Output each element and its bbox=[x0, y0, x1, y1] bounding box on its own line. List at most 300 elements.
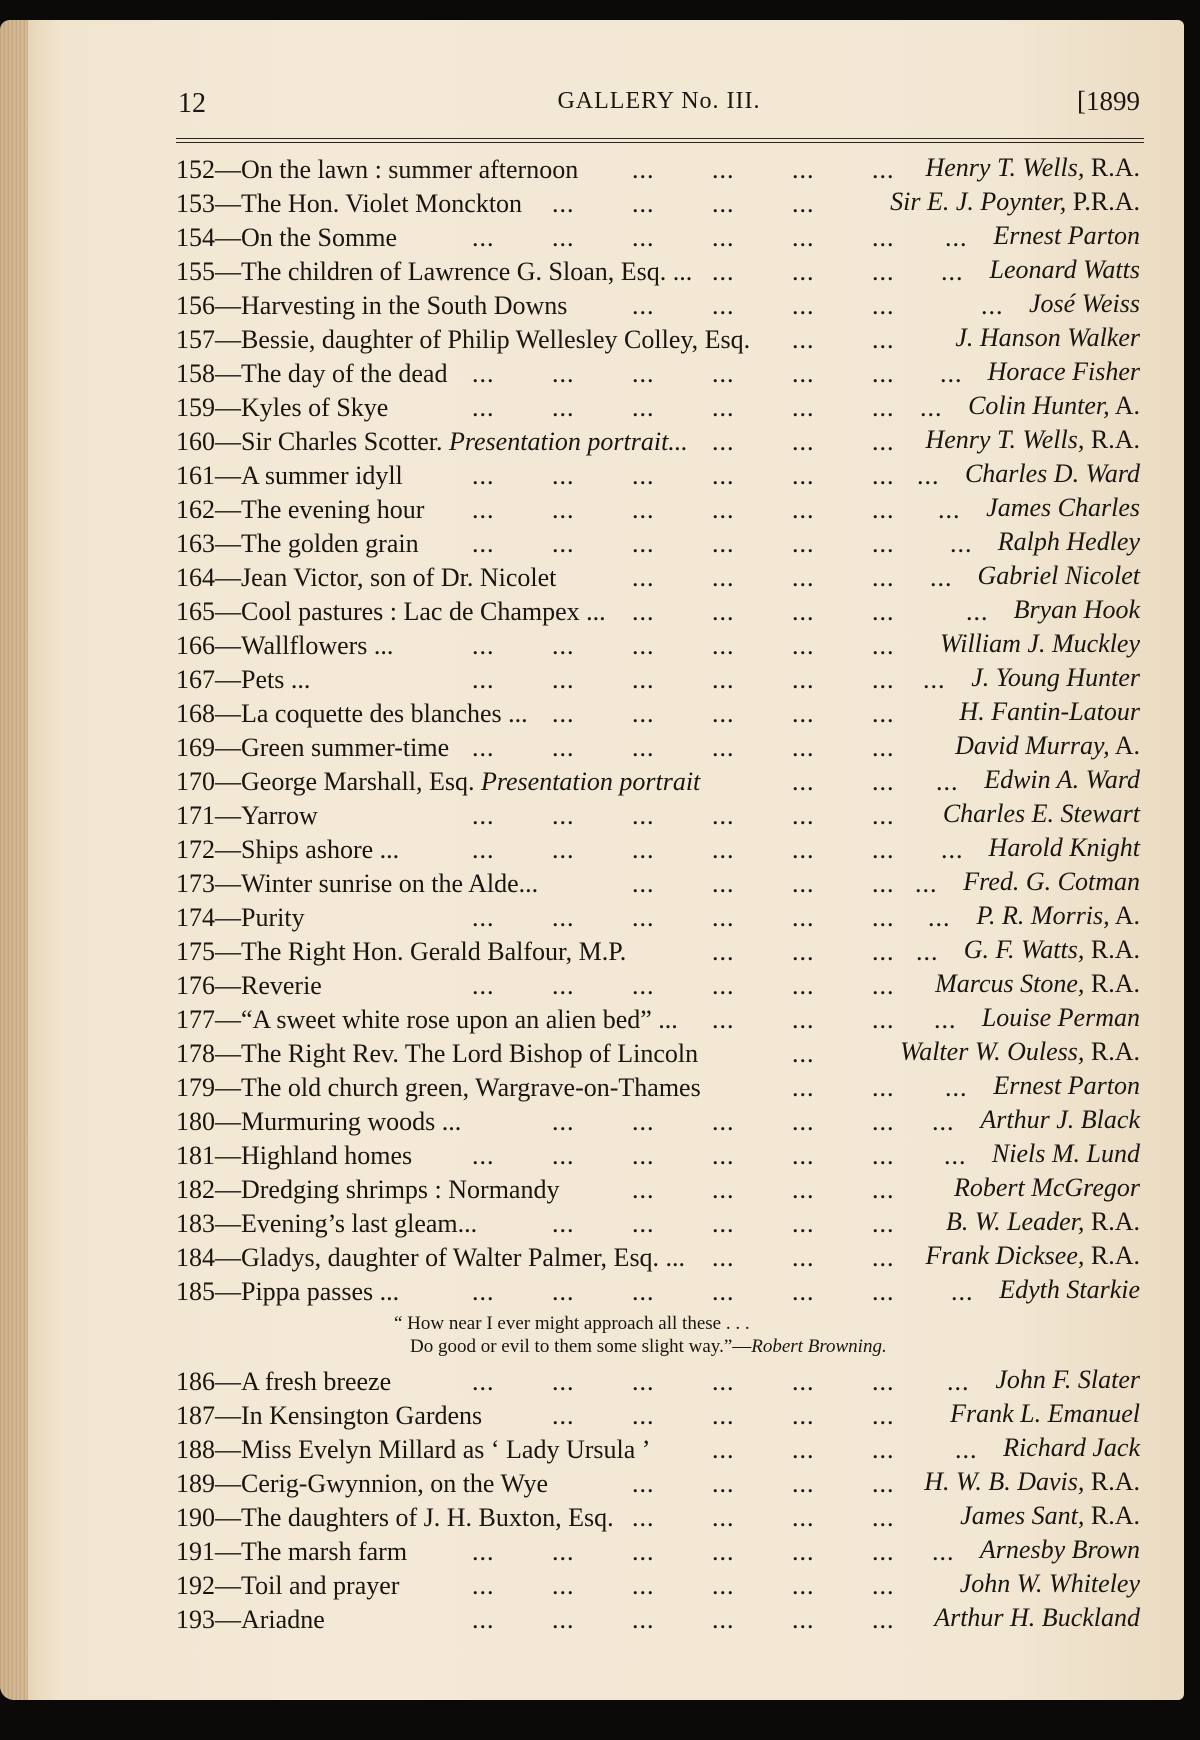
artist-name-text: Arthur H. Buckland bbox=[934, 1603, 1140, 1632]
entry-title-text: 164—Jean Victor, son of Dr. Nicolet bbox=[176, 563, 557, 592]
artist-name-text: William J. Muckley bbox=[940, 629, 1140, 658]
leader-dot: ... bbox=[712, 257, 735, 286]
leader-dot: ... bbox=[632, 359, 655, 388]
catalogue-entry bbox=[176, 288, 1140, 322]
entry-title-text: 162—The evening hour bbox=[176, 495, 425, 524]
leader-dot: ... bbox=[872, 1107, 895, 1136]
leader-dot: ... bbox=[872, 223, 895, 252]
artist-name-text: Henry T. Wells, bbox=[925, 425, 1085, 454]
catalogue-entry bbox=[176, 492, 1140, 526]
catalogue-entry bbox=[176, 560, 1140, 594]
leader-dot: ... bbox=[552, 1209, 575, 1238]
leader-dots bbox=[176, 1605, 1140, 1633]
artist-name-text: Arnesby Brown bbox=[979, 1535, 1140, 1564]
leader-dot: ... bbox=[712, 971, 735, 1000]
artist-suffix: R.A. bbox=[1084, 1207, 1140, 1236]
leader-dot: ... bbox=[552, 189, 575, 218]
leader-dots bbox=[176, 1209, 1140, 1237]
leader-dot: ... bbox=[872, 1571, 895, 1600]
artist-name-text: G. F. Watts, bbox=[963, 935, 1085, 964]
entry-title-text: 182—Dredging shrimps : Normandy bbox=[176, 1175, 560, 1204]
leader-dot: ... bbox=[792, 665, 815, 694]
leader-dots bbox=[176, 495, 1140, 523]
leader-dot: ... bbox=[872, 1469, 895, 1498]
entry-title-text: 177—“A sweet white rose upon an alien bed” ... bbox=[176, 1005, 678, 1034]
leader-dot: ... bbox=[792, 1243, 815, 1272]
catalogue-entry bbox=[176, 628, 1140, 662]
leader-dot: ... bbox=[872, 1175, 895, 1204]
artist-name-text: Marcus Stone, bbox=[935, 969, 1085, 998]
leader-dot: ... bbox=[981, 291, 1004, 320]
page-edge bbox=[0, 20, 28, 1700]
leader-dot: ... bbox=[955, 1435, 978, 1464]
leader-dot: ... bbox=[712, 223, 735, 252]
leader-dot: ... bbox=[632, 971, 655, 1000]
leader-dot: ... bbox=[872, 427, 895, 456]
leader-dot: ... bbox=[932, 1537, 955, 1566]
artist-name-text: David Murray, bbox=[955, 731, 1110, 760]
leader-dot: ... bbox=[552, 903, 575, 932]
leader-dot: ... bbox=[552, 1141, 575, 1170]
leader-dot: ... bbox=[712, 631, 735, 660]
leader-dot: ... bbox=[632, 495, 655, 524]
artist-name-text: Gabriel Nicolet bbox=[977, 561, 1140, 590]
leader-dot: ... bbox=[472, 1367, 495, 1396]
leader-dot: ... bbox=[792, 631, 815, 660]
catalogue-entry bbox=[176, 1568, 1140, 1602]
catalogue-entry bbox=[176, 798, 1140, 832]
artist-name-text: John W. Whiteley bbox=[959, 1569, 1140, 1598]
leader-dot: ... bbox=[792, 1537, 815, 1566]
leader-dot: ... bbox=[632, 1107, 655, 1136]
leader-dot: ... bbox=[632, 529, 655, 558]
leader-dots bbox=[176, 155, 1140, 183]
catalogue-entry bbox=[176, 526, 1140, 560]
entry-title-text: 170—George Marshall, Esq. bbox=[176, 767, 475, 796]
entry-title-text: 154—On the Somme bbox=[176, 223, 397, 252]
leader-dot: ... bbox=[552, 971, 575, 1000]
leader-dots bbox=[176, 801, 1140, 829]
leader-dot: ... bbox=[792, 325, 815, 354]
artist-name-text: Walter W. Ouless, bbox=[899, 1037, 1085, 1066]
leader-dot: ... bbox=[712, 869, 735, 898]
leader-dot: ... bbox=[872, 1005, 895, 1034]
leader-dot: ... bbox=[872, 903, 895, 932]
artist-name-text: Harold Knight bbox=[988, 833, 1140, 862]
catalogue-entry bbox=[176, 1036, 1140, 1070]
leader-dot: ... bbox=[552, 223, 575, 252]
entry-title-text: 156—Harvesting in the South Downs bbox=[176, 291, 568, 320]
leader-dots bbox=[176, 1537, 1140, 1565]
leader-dots bbox=[176, 971, 1140, 999]
leader-dot: ... bbox=[712, 1005, 735, 1034]
artist-name-text: Charles D. Ward bbox=[964, 459, 1140, 488]
leader-dot: ... bbox=[872, 291, 895, 320]
entry-title-text: 188—Miss Evelyn Millard as ‘ Lady Ursula ’ bbox=[176, 1435, 651, 1464]
leader-dot: ... bbox=[792, 1209, 815, 1238]
leader-dot: ... bbox=[712, 1209, 735, 1238]
leader-dot: ... bbox=[872, 257, 895, 286]
leader-dot: ... bbox=[712, 1141, 735, 1170]
catalogue-entry bbox=[176, 390, 1140, 424]
leader-dot: ... bbox=[632, 155, 655, 184]
leader-dot: ... bbox=[552, 359, 575, 388]
leader-dot: ... bbox=[712, 1469, 735, 1498]
catalogue-entry bbox=[176, 356, 1140, 390]
leader-dot: ... bbox=[712, 1243, 735, 1272]
leader-dot: ... bbox=[792, 223, 815, 252]
entry-title-text: 167—Pets ... bbox=[176, 665, 311, 694]
leader-dot: ... bbox=[792, 189, 815, 218]
entry-title-text: 180—Murmuring woods ... bbox=[176, 1107, 462, 1136]
leader-dot: ... bbox=[472, 1537, 495, 1566]
leader-dot: ... bbox=[872, 529, 895, 558]
leader-dot: ... bbox=[872, 359, 895, 388]
leader-dot: ... bbox=[916, 937, 939, 966]
leader-dot: ... bbox=[552, 665, 575, 694]
leader-dot: ... bbox=[712, 427, 735, 456]
leader-dot: ... bbox=[712, 155, 735, 184]
catalogue-entry bbox=[176, 1602, 1140, 1636]
artist-suffix: A. bbox=[1109, 901, 1140, 930]
header-rule bbox=[176, 138, 1144, 146]
leader-dot: ... bbox=[552, 1367, 575, 1396]
leader-dot: ... bbox=[472, 393, 495, 422]
entry-title-text: 175—The Right Hon. Gerald Balfour, M.P. bbox=[176, 937, 627, 966]
catalogue-entry bbox=[176, 1534, 1140, 1568]
book-page bbox=[0, 20, 1184, 1700]
artist-suffix: A. bbox=[1109, 731, 1140, 760]
catalogue-entry bbox=[176, 594, 1140, 628]
leader-dot: ... bbox=[632, 1367, 655, 1396]
leader-dot: ... bbox=[712, 563, 735, 592]
leader-dot: ... bbox=[792, 869, 815, 898]
leader-dot: ... bbox=[923, 665, 946, 694]
artist-name-text: H. Fantin-Latour bbox=[959, 697, 1140, 726]
leader-dot: ... bbox=[872, 155, 895, 184]
leader-dot: ... bbox=[712, 597, 735, 626]
leader-dot: ... bbox=[792, 461, 815, 490]
leader-dot: ... bbox=[632, 903, 655, 932]
catalogue-entry bbox=[176, 900, 1140, 934]
leader-dot: ... bbox=[951, 1277, 974, 1306]
leader-dots bbox=[176, 1005, 1140, 1033]
leader-dots bbox=[176, 325, 1140, 353]
leader-dot: ... bbox=[792, 393, 815, 422]
leader-dot: ... bbox=[792, 835, 815, 864]
leader-dot: ... bbox=[792, 1469, 815, 1498]
leader-dots bbox=[176, 1073, 1140, 1101]
leader-dot: ... bbox=[712, 733, 735, 762]
artist-name-text: James Charles bbox=[986, 493, 1140, 522]
artist-suffix: R.A. bbox=[1084, 1501, 1140, 1530]
entry-title-text: 173—Winter sunrise on the Alde... bbox=[176, 869, 539, 898]
leader-dot: ... bbox=[632, 461, 655, 490]
leader-dot: ... bbox=[552, 801, 575, 830]
epigraph-quote bbox=[176, 1308, 1140, 1364]
presentation-note: Presentation portrait bbox=[480, 767, 701, 796]
leader-dot: ... bbox=[792, 767, 815, 796]
leader-dots bbox=[176, 1141, 1140, 1169]
leader-dot: ... bbox=[792, 495, 815, 524]
leader-dot: ... bbox=[552, 699, 575, 728]
artist-suffix: R.A. bbox=[1084, 1241, 1140, 1270]
catalogue-entry bbox=[176, 1500, 1140, 1534]
leader-dots bbox=[176, 597, 1140, 625]
leader-dots bbox=[176, 1503, 1140, 1531]
catalogue-entry bbox=[176, 152, 1140, 186]
leader-dot: ... bbox=[792, 699, 815, 728]
leader-dot: ... bbox=[632, 801, 655, 830]
catalogue-entry bbox=[176, 186, 1140, 220]
leader-dot: ... bbox=[632, 631, 655, 660]
leader-dot: ... bbox=[792, 155, 815, 184]
entry-title-text: 159—Kyles of Skye bbox=[176, 393, 389, 422]
leader-dot: ... bbox=[792, 1435, 815, 1464]
leader-dot: ... bbox=[944, 1141, 967, 1170]
leader-dots bbox=[176, 461, 1140, 489]
leader-dot: ... bbox=[712, 1435, 735, 1464]
leader-dot: ... bbox=[712, 1503, 735, 1532]
catalogue-entries bbox=[176, 152, 1140, 1636]
leader-dot: ... bbox=[792, 937, 815, 966]
leader-dots bbox=[176, 767, 1140, 795]
leader-dots bbox=[176, 359, 1140, 387]
entry-title-text: 187—In Kensington Gardens bbox=[176, 1401, 483, 1430]
leader-dot: ... bbox=[632, 699, 655, 728]
artist-suffix: R.A. bbox=[1084, 935, 1140, 964]
entry-title-text: 166—Wallflowers ... bbox=[176, 631, 394, 660]
leader-dots bbox=[176, 869, 1140, 897]
catalogue-entry bbox=[176, 220, 1140, 254]
catalogue-entry bbox=[176, 968, 1140, 1002]
leader-dot: ... bbox=[940, 359, 963, 388]
leader-dot: ... bbox=[632, 1175, 655, 1204]
entry-title-text: 153—The Hon. Violet Monckton bbox=[176, 189, 523, 218]
entry-title-text: 183—Evening’s last gleam... bbox=[176, 1209, 478, 1238]
leader-dot: ... bbox=[472, 461, 495, 490]
artist-name-text: Louise Perman bbox=[981, 1003, 1140, 1032]
leader-dot: ... bbox=[712, 1571, 735, 1600]
entry-title-text: 169—Green summer-time bbox=[176, 733, 450, 762]
leader-dot: ... bbox=[632, 1503, 655, 1532]
leader-dot: ... bbox=[872, 733, 895, 762]
entry-title-text: 165—Cool pastures : Lac de Champex ... bbox=[176, 597, 606, 626]
leader-dot: ... bbox=[552, 495, 575, 524]
leader-dot: ... bbox=[632, 597, 655, 626]
catalogue-entry bbox=[176, 662, 1140, 696]
leader-dot: ... bbox=[872, 1537, 895, 1566]
leader-dots bbox=[176, 529, 1140, 557]
catalogue-entry bbox=[176, 1070, 1140, 1104]
leader-dot: ... bbox=[552, 1571, 575, 1600]
leader-dot: ... bbox=[792, 971, 815, 1000]
leader-dot: ... bbox=[872, 563, 895, 592]
leader-dot: ... bbox=[872, 767, 895, 796]
leader-dot: ... bbox=[552, 631, 575, 660]
leader-dot: ... bbox=[472, 1277, 495, 1306]
leader-dots bbox=[176, 1243, 1140, 1271]
leader-dot: ... bbox=[712, 665, 735, 694]
entry-title-text: 193—Ariadne bbox=[176, 1605, 325, 1634]
entry-title-text: 152—On the lawn : summer afternoon bbox=[176, 155, 579, 184]
artist-name-text: Sir E. J. Poynter, bbox=[890, 187, 1067, 216]
leader-dot: ... bbox=[712, 393, 735, 422]
leader-dot: ... bbox=[930, 563, 953, 592]
catalogue-entry bbox=[176, 730, 1140, 764]
leader-dot: ... bbox=[472, 223, 495, 252]
leader-dot: ... bbox=[872, 1243, 895, 1272]
leader-dot: ... bbox=[792, 1107, 815, 1136]
leader-dot: ... bbox=[472, 1141, 495, 1170]
leader-dots bbox=[176, 257, 1140, 285]
leader-dot: ... bbox=[872, 937, 895, 966]
artist-name-text: Charles E. Stewart bbox=[942, 799, 1140, 828]
artist-name-text: Arthur J. Black bbox=[980, 1105, 1140, 1134]
artist-name-text: Ernest Parton bbox=[993, 1071, 1140, 1100]
artist-name-text: P. R. Morris, bbox=[976, 901, 1110, 930]
leader-dot: ... bbox=[945, 1073, 968, 1102]
leader-dot: ... bbox=[792, 359, 815, 388]
leader-dot: ... bbox=[872, 801, 895, 830]
leader-dot: ... bbox=[792, 563, 815, 592]
leader-dot: ... bbox=[920, 393, 943, 422]
leader-dot: ... bbox=[792, 1401, 815, 1430]
leader-dot: ... bbox=[632, 869, 655, 898]
leader-dot: ... bbox=[632, 1571, 655, 1600]
catalogue-entry bbox=[176, 764, 1140, 798]
leader-dots bbox=[176, 563, 1140, 591]
leader-dots bbox=[176, 937, 1140, 965]
leader-dot: ... bbox=[552, 461, 575, 490]
leader-dot: ... bbox=[552, 1537, 575, 1566]
artist-name-text: Richard Jack bbox=[1003, 1433, 1140, 1462]
leader-dot: ... bbox=[712, 937, 735, 966]
leader-dot: ... bbox=[872, 1073, 895, 1102]
artist-name-text: J. Hanson Walker bbox=[955, 323, 1140, 352]
leader-dot: ... bbox=[632, 291, 655, 320]
leader-dot: ... bbox=[792, 597, 815, 626]
leader-dot: ... bbox=[792, 1277, 815, 1306]
leader-dot: ... bbox=[792, 1005, 815, 1034]
catalogue-entry bbox=[176, 1432, 1140, 1466]
leader-dot: ... bbox=[792, 1571, 815, 1600]
artist-suffix: R.A. bbox=[1084, 1467, 1140, 1496]
catalogue-entry bbox=[176, 1206, 1140, 1240]
leader-dot: ... bbox=[632, 1141, 655, 1170]
leader-dot: ... bbox=[872, 971, 895, 1000]
leader-dot: ... bbox=[712, 699, 735, 728]
artist-suffix: R.A. bbox=[1084, 153, 1140, 182]
leader-dot: ... bbox=[712, 189, 735, 218]
leader-dot: ... bbox=[632, 733, 655, 762]
leader-dot: ... bbox=[632, 835, 655, 864]
leader-dots bbox=[176, 393, 1140, 421]
catalogue-entry bbox=[176, 832, 1140, 866]
leader-dot: ... bbox=[632, 563, 655, 592]
artist-name-text: Robert McGregor bbox=[953, 1173, 1140, 1202]
catalogue-entry bbox=[176, 934, 1140, 968]
leader-dot: ... bbox=[792, 733, 815, 762]
leader-dot: ... bbox=[472, 903, 495, 932]
artist-name-text: Ralph Hedley bbox=[997, 527, 1140, 556]
artist-name-text: Bryan Hook bbox=[1013, 595, 1140, 624]
artist-name-text: Ernest Parton bbox=[993, 221, 1140, 250]
year-label: [1899 bbox=[1077, 86, 1140, 116]
leader-dot: ... bbox=[632, 189, 655, 218]
leader-dot: ... bbox=[712, 495, 735, 524]
leader-dot: ... bbox=[792, 1141, 815, 1170]
leader-dot: ... bbox=[872, 1367, 895, 1396]
leader-dots bbox=[176, 1107, 1140, 1135]
leader-dot: ... bbox=[552, 393, 575, 422]
leader-dot: ... bbox=[712, 1175, 735, 1204]
entry-title-text: 161—A summer idyll bbox=[176, 461, 403, 490]
artist-name-text: Colin Hunter, bbox=[968, 391, 1110, 420]
artist-name-text: Edyth Starkie bbox=[999, 1275, 1140, 1304]
leader-dot: ... bbox=[552, 1401, 575, 1430]
entry-title-text: 158—The day of the dead bbox=[176, 359, 448, 388]
artist-name-text: H. W. B. Davis, bbox=[924, 1467, 1085, 1496]
leader-dot: ... bbox=[472, 835, 495, 864]
leader-dot: ... bbox=[712, 903, 735, 932]
artist-suffix: R.A. bbox=[1084, 425, 1140, 454]
leader-dot: ... bbox=[552, 529, 575, 558]
artist-name-text: B. W. Leader, bbox=[945, 1207, 1085, 1236]
entry-title-text: 189—Cerig-Gwynnion, on the Wye bbox=[176, 1469, 549, 1498]
leader-dot: ... bbox=[472, 529, 495, 558]
leader-dot: ... bbox=[792, 291, 815, 320]
catalogue-entry bbox=[176, 1364, 1140, 1398]
entry-title-text: 157—Bessie, daughter of Philip Wellesley Colley, Esq. bbox=[176, 325, 751, 354]
leader-dot: ... bbox=[472, 971, 495, 1000]
leader-dot: ... bbox=[872, 631, 895, 660]
catalogue-entry bbox=[176, 254, 1140, 288]
leader-dot: ... bbox=[872, 1605, 895, 1634]
entry-title-text: 163—The golden grain bbox=[176, 529, 419, 558]
leader-dot: ... bbox=[792, 529, 815, 558]
leader-dot: ... bbox=[872, 1141, 895, 1170]
catalogue-entry bbox=[176, 1138, 1140, 1172]
leader-dot: ... bbox=[792, 1367, 815, 1396]
catalogue-entry bbox=[176, 458, 1140, 492]
leader-dots bbox=[176, 733, 1140, 761]
leader-dot: ... bbox=[632, 1605, 655, 1634]
leader-dot: ... bbox=[792, 427, 815, 456]
entry-title-text: 192—Toil and prayer bbox=[176, 1571, 400, 1600]
quote-line-1: “ How near I ever might approach all these . . . bbox=[394, 1313, 750, 1334]
artist-name-text: José Weiss bbox=[1029, 289, 1140, 318]
leader-dot: ... bbox=[792, 1039, 815, 1068]
leader-dot: ... bbox=[936, 767, 959, 796]
leader-dot: ... bbox=[872, 665, 895, 694]
leader-dots bbox=[176, 427, 1140, 455]
leader-dot: ... bbox=[552, 1277, 575, 1306]
leader-dot: ... bbox=[872, 699, 895, 728]
entry-title-text: 185—Pippa passes ... bbox=[176, 1277, 400, 1306]
leader-dot: ... bbox=[712, 1277, 735, 1306]
artist-suffix: R.A. bbox=[1084, 1037, 1140, 1066]
leader-dot: ... bbox=[712, 1367, 735, 1396]
quote-author: Robert Browning. bbox=[751, 1336, 887, 1357]
catalogue-entry bbox=[176, 322, 1140, 356]
leader-dot: ... bbox=[792, 1605, 815, 1634]
catalogue-entry bbox=[176, 1002, 1140, 1036]
entry-title-text: 155—The children of Lawrence G. Sloan, Esq. ... bbox=[176, 257, 693, 286]
leader-dot: ... bbox=[872, 495, 895, 524]
artist-suffix: P.R.A. bbox=[1066, 187, 1140, 216]
artist-name-text: Horace Fisher bbox=[987, 357, 1140, 386]
